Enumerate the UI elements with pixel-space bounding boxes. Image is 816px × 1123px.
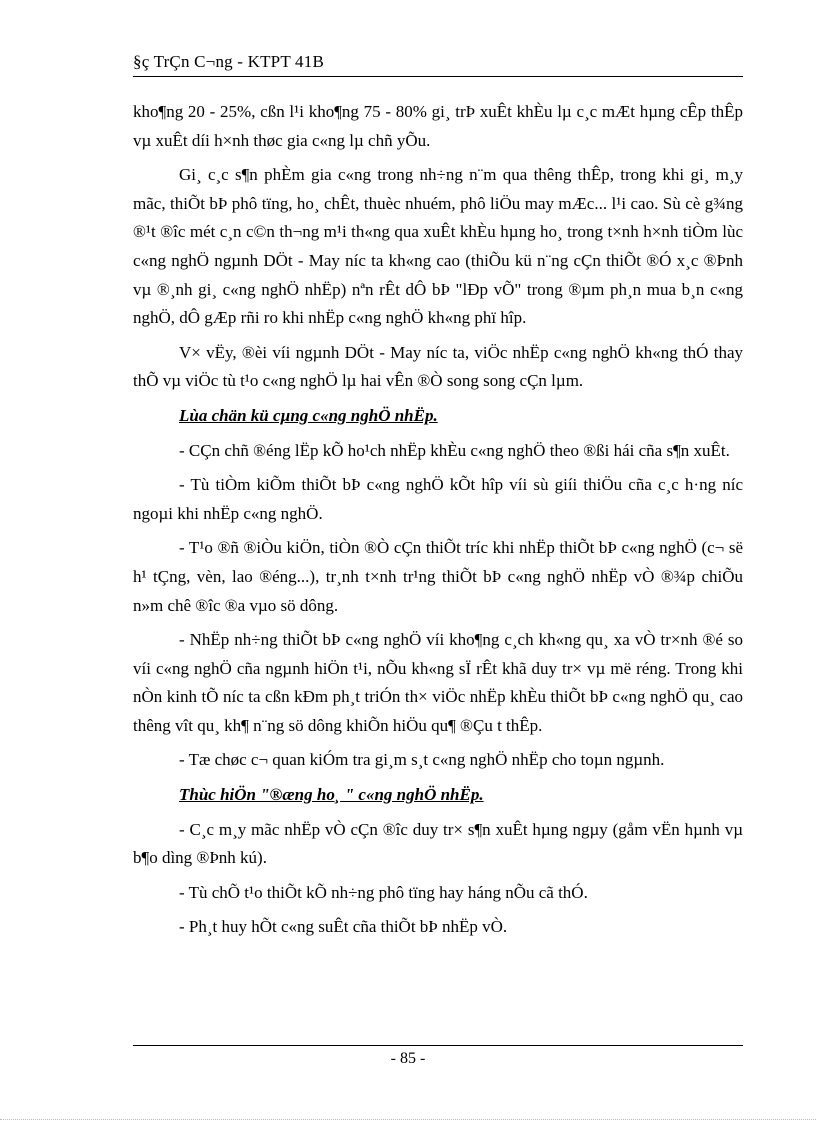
list-item: - T¹o ®ñ ®iÒu kiÖn, tiÒn ®Ò cÇn thiÕt tríc khi nhËp thiÕt bÞ c«ng nghÖ (c¬ së h¹ tÇng, vèn, lao ®éng...), tr¸nh t×nh tr¹ng thiÕt bÞ c«ng nghÖ nhËp vÒ ®¾p chiÕu n»m chê ®îc ®a vµo sö dông. xyxy=(133,538,743,615)
page-edge-dotted-line xyxy=(0,1119,816,1120)
list-item: - CÇn chñ ®éng lËp kÕ ho¹ch nhËp khÈu c«ng nghÖ theo ®ßi hái cña s¶n xuÊt. xyxy=(179,440,730,460)
page-header: §ç TrÇn C¬ng - KTPT 41B xyxy=(133,52,324,71)
list-item: - C¸c m¸y mãc nhËp vÒ cÇn ®îc duy tr× s¶n xuÊt hµng ngµy (gåm vËn hµnh vµ b¶o dìng ®Þnh kú). xyxy=(133,819,743,868)
list-item: - NhËp nh÷ng thiÕt bÞ c«ng nghÖ víi kho¶ng c¸ch kh«ng qu¸ xa vÒ tr×nh ®é so víi c«ng nghÖ cña ngµnh hiÖn t¹i, nÕu kh«ng sÏ rÊt khã duy tr× vµ më réng. Trong khi nÒn kinh tÕ níc ta cßn kÐm ph¸t triÓn th× viÖc nhËp khÈu thiÕt bÞ c«ng nghÖ qu¸ cao thêng vît qu¸ kh¶ n¨ng sö dông khiÕn hiÖu qu¶ ®Çu t thÊp. xyxy=(133,630,743,735)
page-number: - 85 - xyxy=(390,1050,426,1067)
paragraph-3: V× vËy, ®èi víi ngµnh DÖt - May níc ta, viÖc nhËp c«ng nghÖ kh«ng thÓ thay thÕ vµ viÖc tù t¹o c«ng nghÖ lµ hai vÊn ®Ò song song cÇn lµm. xyxy=(133,342,743,391)
section-heading-2: Thùc hiÖn "®æng ho¸ " c«ng nghÖ nhËp. xyxy=(179,785,484,805)
document-body xyxy=(133,98,743,948)
list-item: - Tù tiÒm kiÕm thiÕt bÞ c«ng nghÖ kÕt hîp víi sù giíi thiÖu cña c¸c h·ng níc ngoµi khi nhËp c«ng nghÖ. xyxy=(133,475,743,523)
footer-divider xyxy=(133,1045,743,1046)
section-heading-1: Lùa chän kü cµng c«ng nghÖ nhËp. xyxy=(179,405,438,425)
paragraph-1: kho¶ng 20 - 25%, cßn l¹i kho¶ng 75 - 80% gi¸ trÞ xuÊt khÈu lµ c¸c mÆt hµng cÊp thÊp vµ xuÊt díi h×nh thøc gia c«ng lµ chñ yÕu. xyxy=(133,102,743,150)
list-item: - Ph¸t huy hÕt c«ng suÊt cña thiÕt bÞ nhËp vÒ. xyxy=(179,917,508,937)
header-divider xyxy=(133,76,743,77)
paragraph-2: Gi¸ c¸c s¶n phÈm gia c«ng trong nh÷ng n¨m qua thêng thÊp, trong khi gi¸ m¸y mãc, thiÕt bÞ phô tïng, ho¸ chÊt, thuèc nhuém, phô liÖu may mÆc... l¹i cao. Sù cè g¾ng ®¹t ®îc mét c¸n c©n th¬ng m¹i th«ng qua xuÊt khÈu hµng ho¸ trong t×nh h×nh tiÒm lùc c«ng nghÖ ngµnh DÖt - May níc ta kh«ng cao (thiÕu kü n¨ng cÇn thiÕt ®Ó x¸c ®Þnh vµ ®¸nh gi¸ c«ng nghÖ nhËp) nªn rÊt dÔ bÞ "lÐp vÕ" trong ®µm ph¸n mua b¸n c«ng nghÖ, dÔ gÆp rñi ro khi nhËp c«ng nghÖ kh«ng phï hîp. xyxy=(133,165,743,328)
list-item: - Tæ chøc c¬ quan kiÓm tra gi¸m s¸t c«ng nghÖ nhËp cho toµn ngµnh. xyxy=(179,750,665,770)
list-item: - Tù chÕ t¹o thiÕt kÕ nh÷ng phô tïng hay háng nÕu cã thÓ. xyxy=(179,882,588,902)
